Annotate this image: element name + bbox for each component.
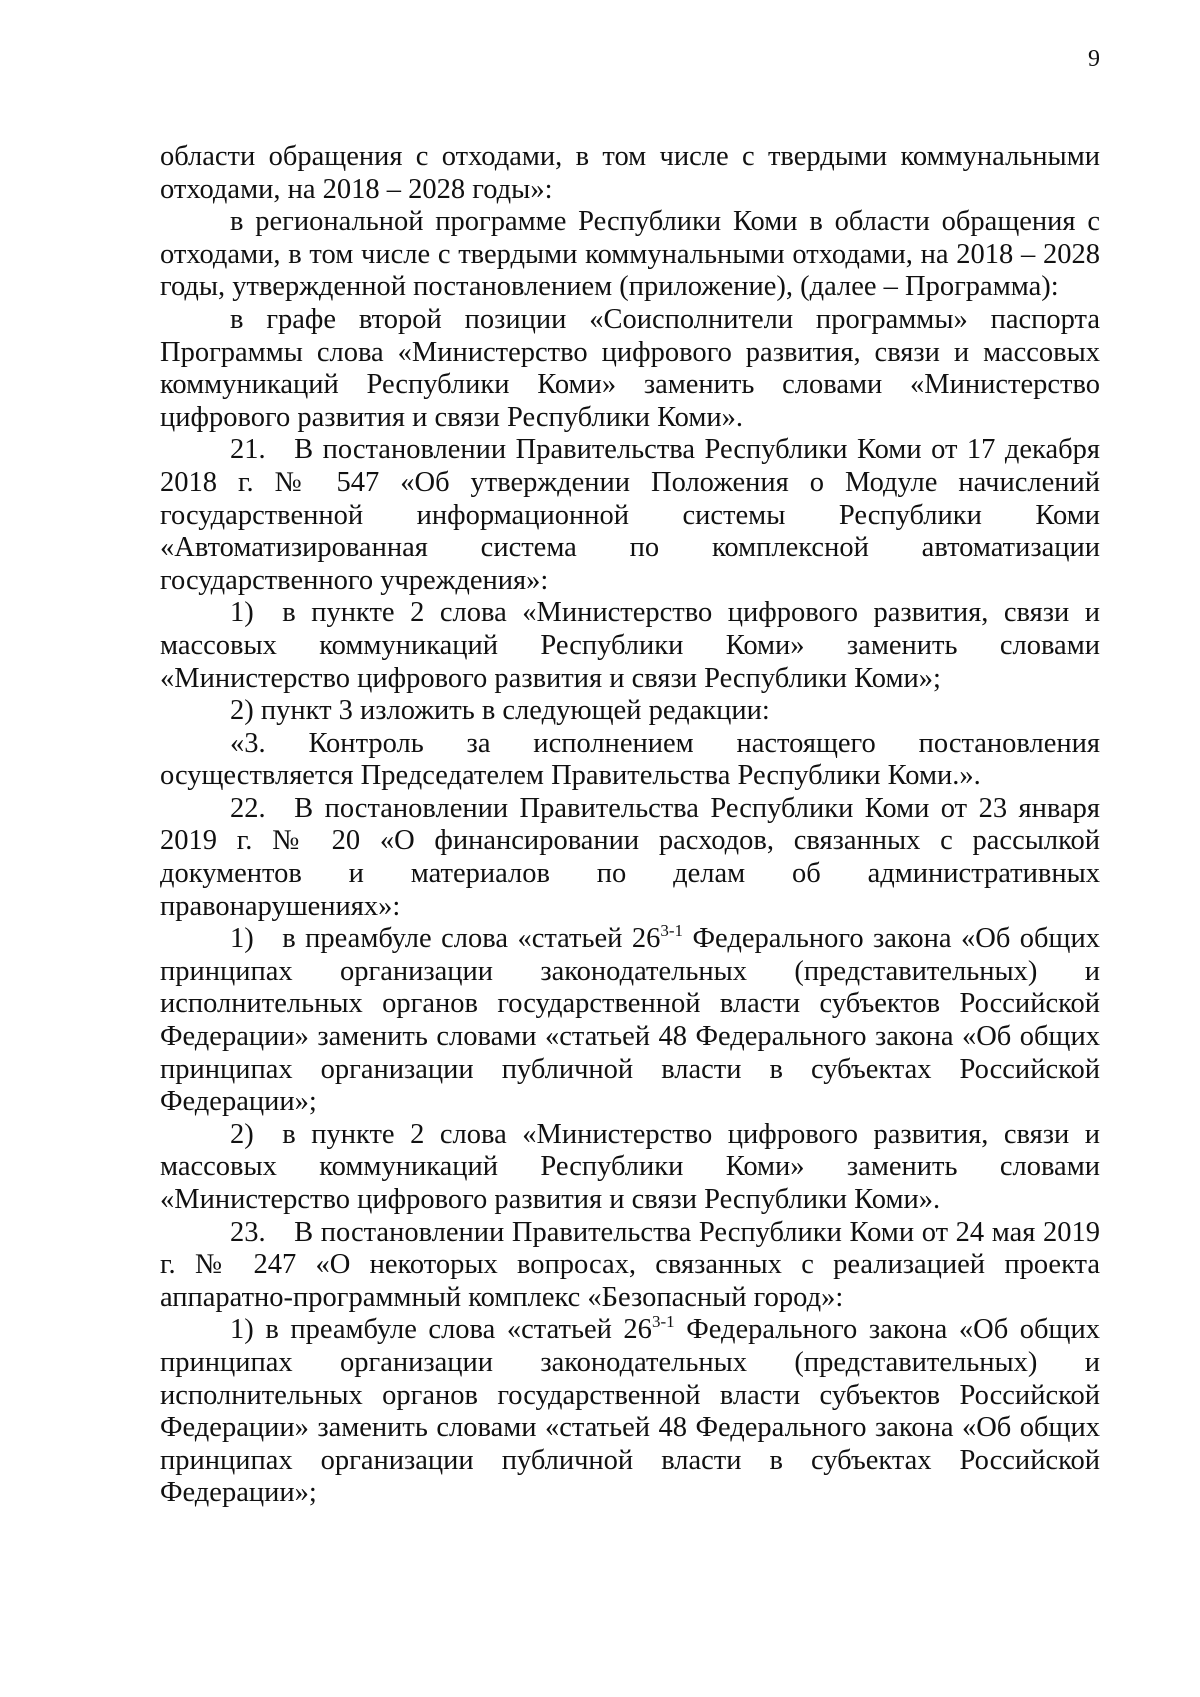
document-paragraph: в региональной программе Республики Коми в области обращения с отходами, в том числе с твердыми коммунальными отходами, на 2018 – 2028 годы, утвержденной постановлением (приложение), (далее – Программа): (160, 206, 1100, 303)
document-paragraph: 23. В постановлении Правительства Республики Коми от 24 мая 2019 г. № 247 «О некоторых вопросах, связанных с реализацией проекта аппаратно-программный комплекс «Безопасный город»: (160, 1216, 1100, 1313)
document-paragraph: 1) в пункте 2 слова «Министерство цифрового развития, связи и массовых коммуникаций Республики Коми» заменить словами «Министерство цифрового развития и связи Республики Коми»; (160, 597, 1100, 694)
document-paragraph (160, 923, 1100, 1119)
document-paragraph: 22. В постановлении Правительства Республики Коми от 23 января 2019 г. № 20 «О финансировании расходов, связанных с рассылкой документов и материалов по делам об административных правонарушениях»: (160, 792, 1100, 922)
paragraph-text: 1) в преамбуле слова «статьей 26 (230, 1314, 652, 1346)
document-paragraph: 21. В постановлении Правительства Республики Коми от 17 декабря 2018 г. № 547 «Об утверждении Положения о Модуле начислений государственной информационной системы Республики Коми «Автоматизированная система по комплексной автоматизации государственного учреждения»: (160, 434, 1100, 596)
document-paragraph: «3. Контроль за исполнением настоящего постановления осуществляется Председателем Правительства Республики Коми.». (160, 727, 1100, 792)
article-superscript: 3-1 (660, 921, 684, 941)
document-paragraph (160, 1314, 1100, 1510)
document-paragraph: области обращения с отходами, в том числе с твердыми коммунальными отходами, на 2018 – 2028 годы»: (160, 141, 1100, 205)
page-number: 9 (1088, 46, 1100, 72)
document-paragraph: 2) в пункте 2 слова «Министерство цифрового развития, связи и массовых коммуникаций Республики Коми» заменить словами «Министерство цифрового развития и связи Республики Коми». (160, 1118, 1100, 1215)
document-paragraph: в графе второй позиции «Соисполнители программы» паспорта Программы слова «Министерство цифрового развития, связи и массовых коммуникаций Республики Коми» заменить словами «Министерство цифрового развития и связи Республики Коми». (160, 303, 1100, 433)
article-superscript: 3-1 (651, 1312, 675, 1332)
paragraph-text: Федерального закона «Об общих принципах организации законодательных (представительных) и исполнительных органов государственной власти субъектов Российской Федерации» заменить словами «статьей 48 Федерального закона «Об общих принципах организации публичной власти в субъектах Российской Федерации»; (160, 1314, 1100, 1509)
document-body (160, 141, 1100, 1510)
paragraph-text: Федерального закона «Об общих принципах организации законодательных (представительных) и исполнительных органов государственной власти субъектов Российской Федерации» заменить словами «статьей 48 Федерального закона «Об общих принципах организации публичной власти в субъектах Российской Федерации»; (160, 923, 1100, 1118)
document-paragraph: 2) пункт 3 изложить в следующей редакции: (230, 695, 770, 727)
paragraph-text: 1) в преамбуле слова «статьей 26 (230, 923, 661, 955)
